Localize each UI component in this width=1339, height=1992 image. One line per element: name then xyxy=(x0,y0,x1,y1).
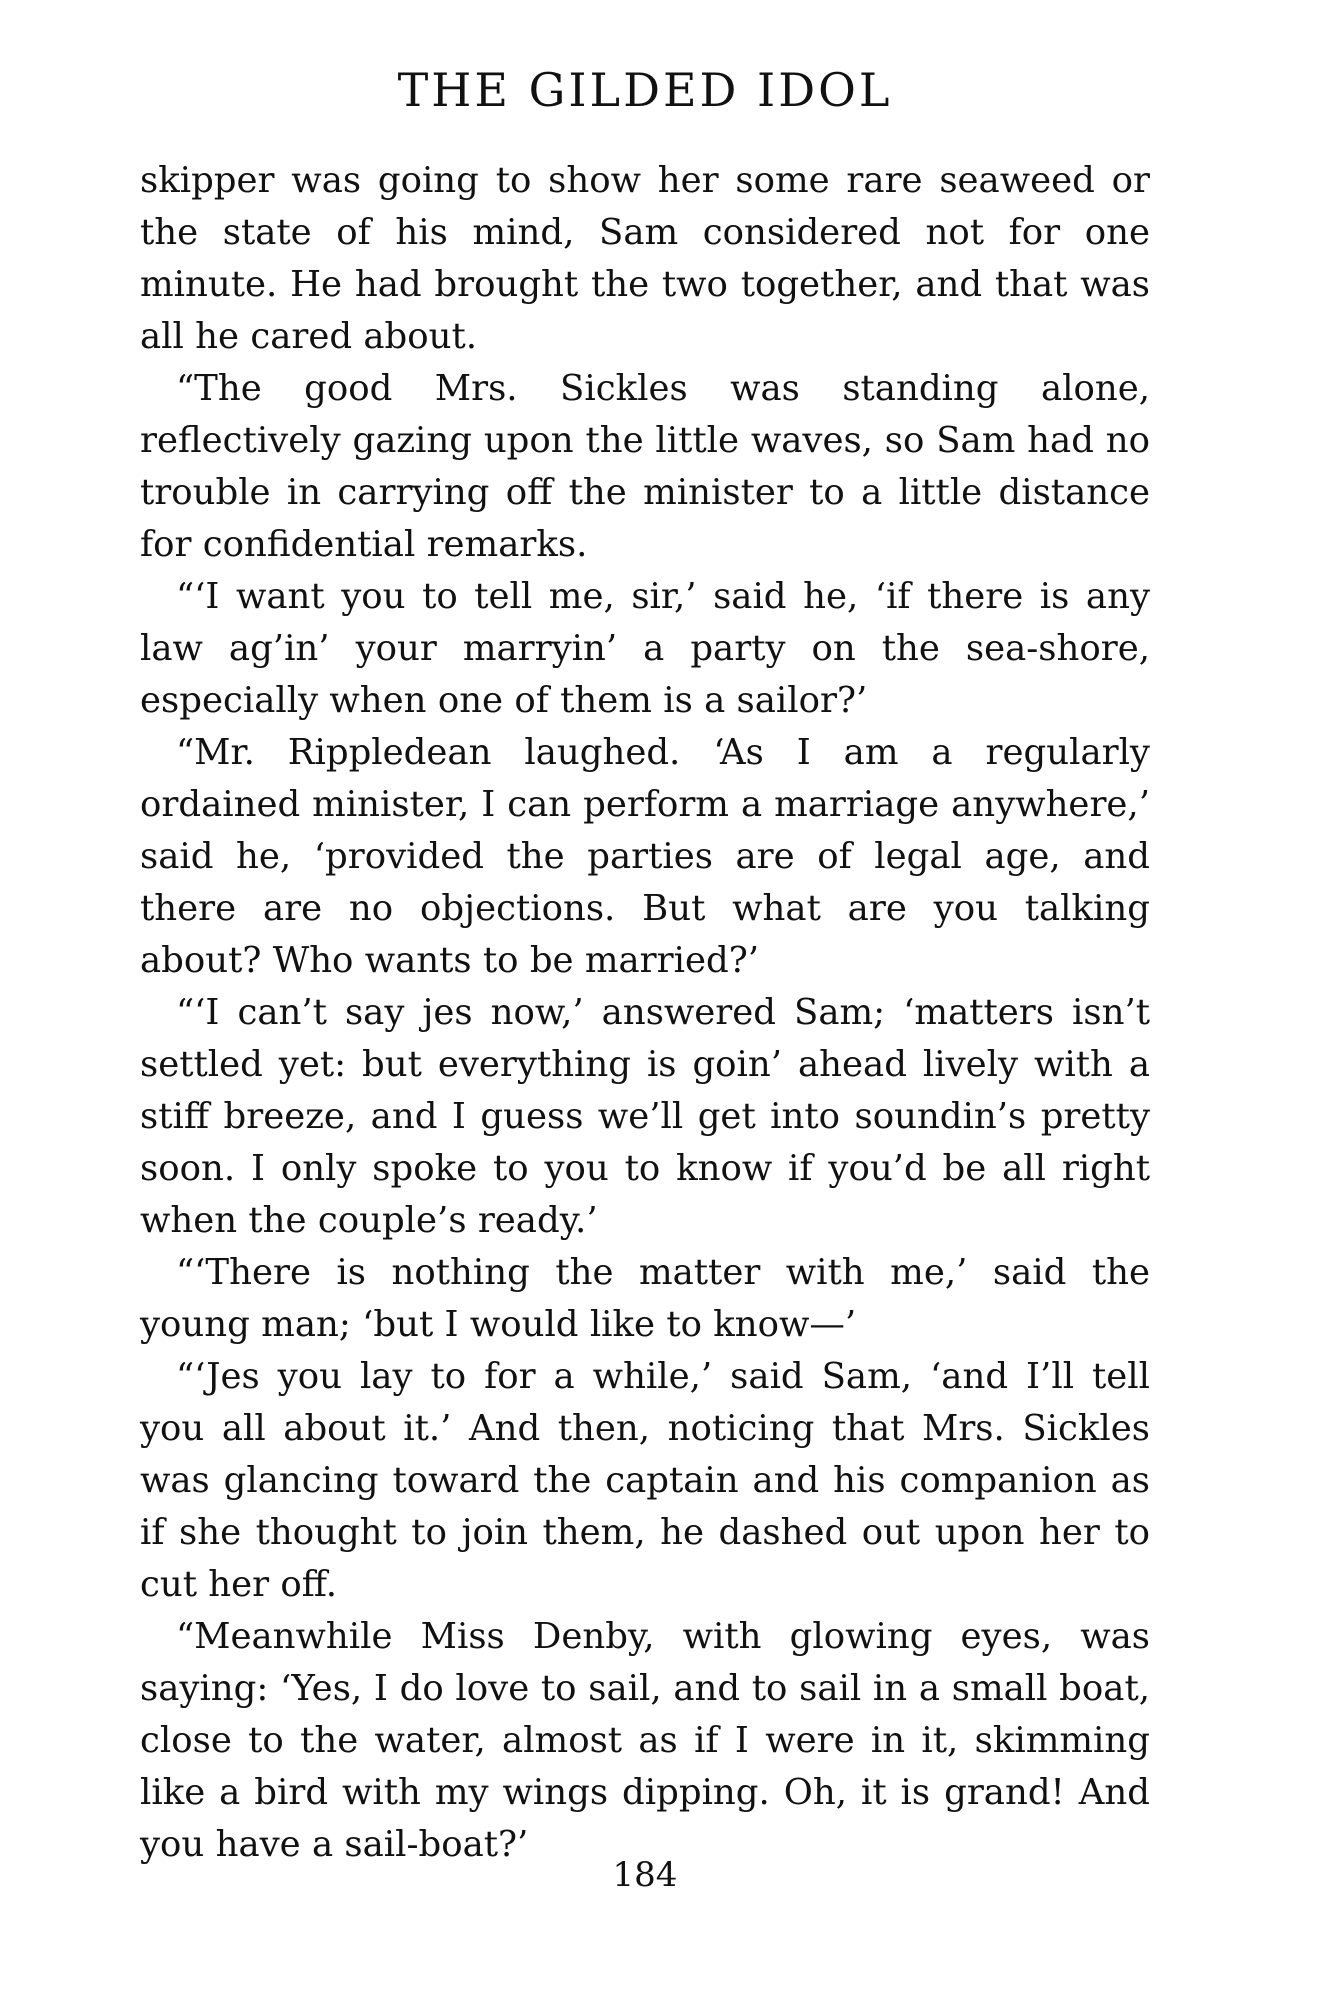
paragraph: “The good Mrs. Sickles was standing alone, reflectively gazing upon the little waves, so Sam had no trouble in carrying off the minister to a little distance for confidential remarks. xyxy=(140,368,1150,565)
paragraph: “‘I want you to tell me, sir,’ said he, ‘if there is any law ag’in’ your marryin’ a party on the sea-shore, especially when one of them is a sailor?’ xyxy=(140,576,1150,721)
running-head: THE GILDED IDOL xyxy=(397,63,893,117)
paragraph: “‘Jes you lay to for a while,’ said Sam, ‘and I’ll tell you all about it.’ And then, noticing that Mrs. Sickles was glancing toward the captain and his companion as if she thought to join them, he dashed out upon her to cut her off. xyxy=(140,1356,1150,1605)
paragraph: “Meanwhile Miss Denby, with glowing eyes, was saying: ‘Yes, I do love to sail, and to sail in a small boat, close to the water, almost as if I were in it, skimming like a bird with my wings dipping. Oh, it is grand! And you have a sail-boat?’ xyxy=(140,1616,1150,1865)
body-text xyxy=(140,155,1150,1871)
paragraph: “‘I can’t say jes now,’ answered Sam; ‘matters isn’t settled yet: but everything is goin’ ahead lively with a stiff breeze, and I guess we’ll get into soundin’s pretty soon. I only spoke to you to know if you’d be all right when the couple’s ready.’ xyxy=(140,992,1150,1241)
page-number: 184 xyxy=(612,1855,678,1895)
paragraph: skipper was going to show her some rare seaweed or the state of his mind, Sam considered not for one minute. He had brought the two together, and that was all he cared about. xyxy=(140,160,1150,357)
paragraph: “Mr. Rippledean laughed. ‘As I am a regularly ordained minister, I can perform a marriage anywhere,’ said he, ‘provided the parties are of legal age, and there are no objections. But what are you talking about? Who wants to be married?’ xyxy=(140,732,1150,981)
paragraph: “‘There is nothing the matter with me,’ said the young man; ‘but I would like to know—’ xyxy=(140,1252,1150,1345)
